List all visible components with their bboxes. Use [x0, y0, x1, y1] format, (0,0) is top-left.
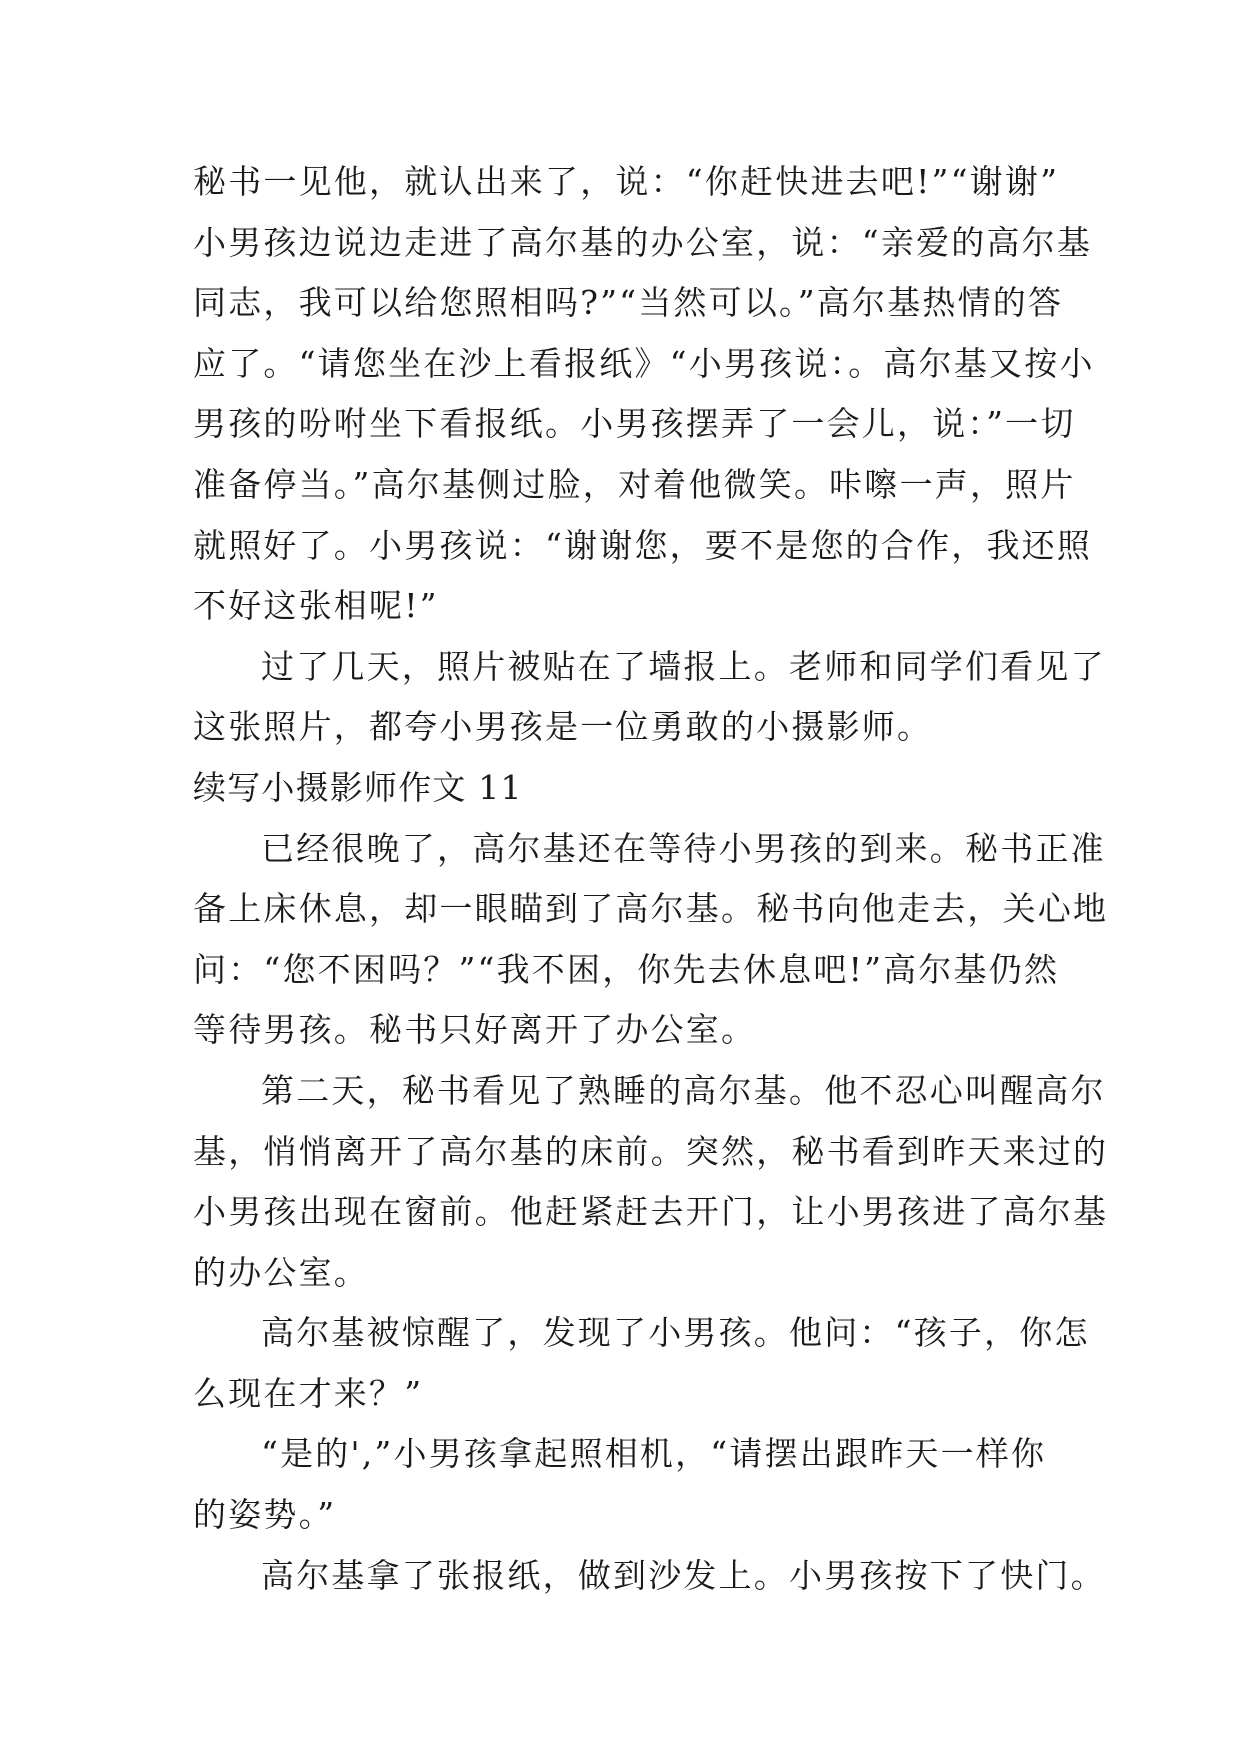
text-line: 小男孩出现在窗前。他赶紧赶去开门，让小男孩进了高尔基 — [193, 1192, 1109, 1232]
text-line: 不好这张相呢!” — [193, 586, 439, 626]
paragraph-start-line: 高尔基拿了张报纸，做到沙发上。小男孩按下了快门。 — [261, 1555, 1106, 1595]
paragraph-start-line: 过了几天，照片被贴在了墙报上。老师和同学们看见了 — [261, 646, 1106, 686]
text-line: 的姿势。” — [193, 1495, 337, 1535]
paragraph-start-line: 高尔基被惊醒了，发现了小男孩。他问：“孩子，你怎 — [261, 1313, 1090, 1353]
paragraph-start-line: 第二天，秘书看见了熟睡的高尔基。他不忍心叫醒高尔 — [261, 1070, 1106, 1110]
text-line: 准备停当。”高尔基侧过脸，对着他微笑。咔嚓一声，照片 — [193, 464, 1076, 504]
text-line: 么现在才来？” — [193, 1373, 424, 1413]
section-heading: 续写小摄影师作文 11 — [193, 767, 523, 807]
paragraph-start-line: 已经很晚了，高尔基还在等待小男孩的到来。秘书正准 — [261, 828, 1106, 868]
text-line: 同志，我可以给您照相吗?”“当然可以。”高尔基热情的答 — [193, 283, 1064, 323]
text-line: 等待男孩。秘书只好离开了办公室。 — [193, 1010, 757, 1050]
text-line: 的办公室。 — [193, 1252, 369, 1292]
text-line: 秘书一见他，就认出来了，说：“你赶快进去吧!”“谢谢” — [193, 162, 1060, 201]
body-text — [193, 152, 1109, 1606]
text-line: 基，悄悄离开了高尔基的床前。突然，秘书看到昨天来过的 — [193, 1131, 1109, 1171]
text-line: 备上床休息，却一眼瞄到了高尔基。秘书向他走去，关心地 — [193, 889, 1109, 929]
text-line: 应了。“请您坐在沙上看报纸》“小男孩说：。高尔基又按小 — [193, 343, 1095, 383]
text-line: 就照好了。小男孩说：“谢谢您，要不是您的合作，我还照 — [193, 525, 1093, 565]
paragraph-start-line: “是的',”小男孩拿起照相机，“请摆出跟昨天一样你 — [261, 1434, 1047, 1474]
text-line: 小男孩边说边走进了高尔基的办公室，说：“亲爱的高尔基 — [193, 222, 1093, 262]
text-line: 男孩的吩咐坐下看报纸。小男孩摆弄了一会儿，说：”一切 — [193, 404, 1076, 444]
text-line: 问：“您不困吗？”“我不困，你先去休息吧!”高尔基仍然 — [193, 949, 1060, 989]
text-line: 这张照片，都夸小男孩是一位勇敢的小摄影师。 — [193, 707, 933, 747]
